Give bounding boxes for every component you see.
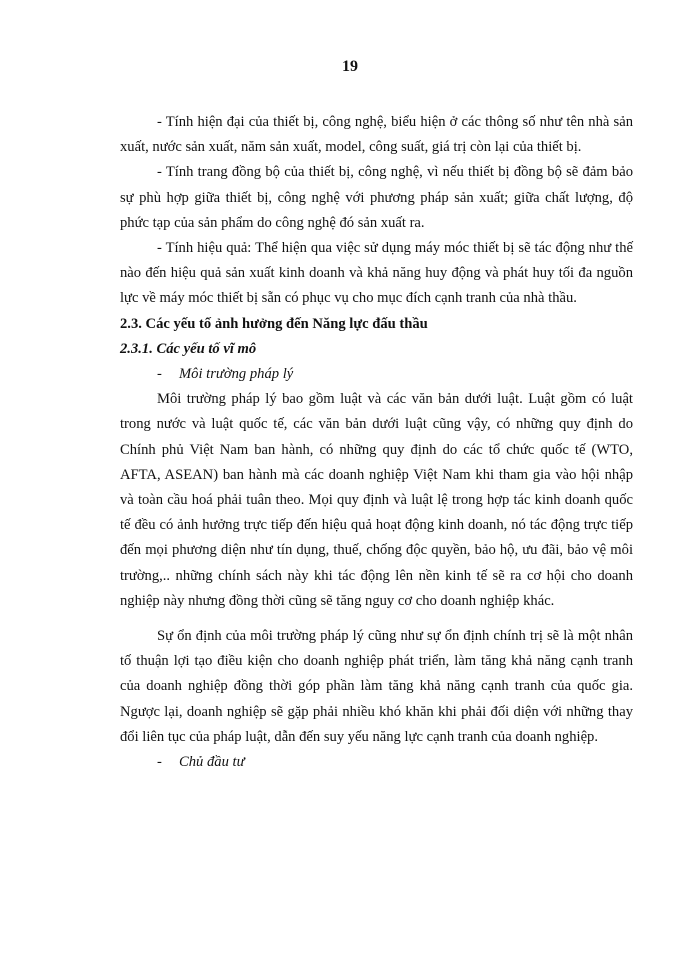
document-body	[120, 110, 633, 775]
subsection-heading: 2.3.1. Các yếu tố vĩ mô	[120, 340, 257, 357]
paragraph-synchronization: - Tính trang đồng bộ của thiết bị, công nghệ, vì nếu thiết bị đồng bộ sẽ đảm bảo sự phù hợp giữa thiết bị, công nghệ với phương pháp sản xuất; giữa chất lượng, độ phức tạp của sản phẩm do công nghệ đó sản xuất ra.	[120, 164, 633, 231]
bullet-legal-environment	[120, 362, 633, 387]
paragraph-efficiency: - Tính hiệu quả: Thể hiện qua việc sử dụng máy móc thiết bị sẽ tác động như thế nào đến hiệu quả sản xuất kinh doanh và khả năng huy động và phát huy tối đa nguồn lực về máy móc thiết bị sẵn có phục vụ cho mục đích cạnh tranh của nhà thầu.	[120, 240, 633, 307]
bullet-label: Môi trường pháp lý	[179, 366, 294, 383]
paragraph-modernity: - Tính hiện đại của thiết bị, công nghệ, biểu hiện ở các thông số như tên nhà sản xuất, nước sản xuất, năm sản xuất, model, công suất, giá trị còn lại của thiết bị.	[120, 114, 633, 156]
paragraph-legal-environment: Môi trường pháp lý bao gồm luật và các văn bản dưới luật. Luật gồm có luật trong nước và luật quốc tế, các văn bản dưới luật cũng vậy, có những quy định do Chính phủ Việt Nam ban hành, có những quy định do các tổ chức quốc tế (WTO, AFTA, ASEAN) ban hành mà các doanh nghiệp Việt Nam khi tham gia vào hội nhập và toàn cầu hoá phải tuân theo. Mọi quy định và luật lệ trong hợp tác kinh doanh quốc tế đều có ảnh hưởng trực tiếp đến hiệu quả hoạt động kinh doanh, nó tác động trực tiếp đến mọi phương diện như tín dụng, thuế, chống độc quyền, bảo hộ, ưu đãi, bảo vệ môi trường,.. những chính sách này khi tác động lên nền kinh tế sẽ ra cơ hội cho doanh nghiệp này nhưng đồng thời cũng sẽ tăng nguy cơ cho doanh nghiệp khác.	[120, 391, 633, 609]
bullet-dash: -	[157, 366, 162, 383]
section-heading: 2.3. Các yếu tố ảnh hưởng đến Năng lực đấu thầu	[120, 315, 428, 332]
bullet-investor	[120, 750, 633, 775]
paragraph-stability: Sự ổn định của môi trường pháp lý cũng như sự ổn định chính trị sẽ là một nhân tố thuận lợi tạo điều kiện cho doanh nghiệp phát triển, làm tăng khả năng cạnh tranh của doanh nghiệp đồng thời góp phần làm tăng khả năng cạnh tranh của quốc gia. Ngược lại, doanh nghiệp sẽ gặp phải nhiều khó khăn khi phải đối diện với những thay đổi liên tục của pháp luật, dẫn đến suy yếu năng lực cạnh tranh của doanh nghiệp.	[120, 628, 633, 745]
bullet-label: Chủ đầu tư	[179, 754, 245, 771]
page-number: 19	[342, 58, 358, 75]
bullet-dash: -	[157, 754, 162, 771]
